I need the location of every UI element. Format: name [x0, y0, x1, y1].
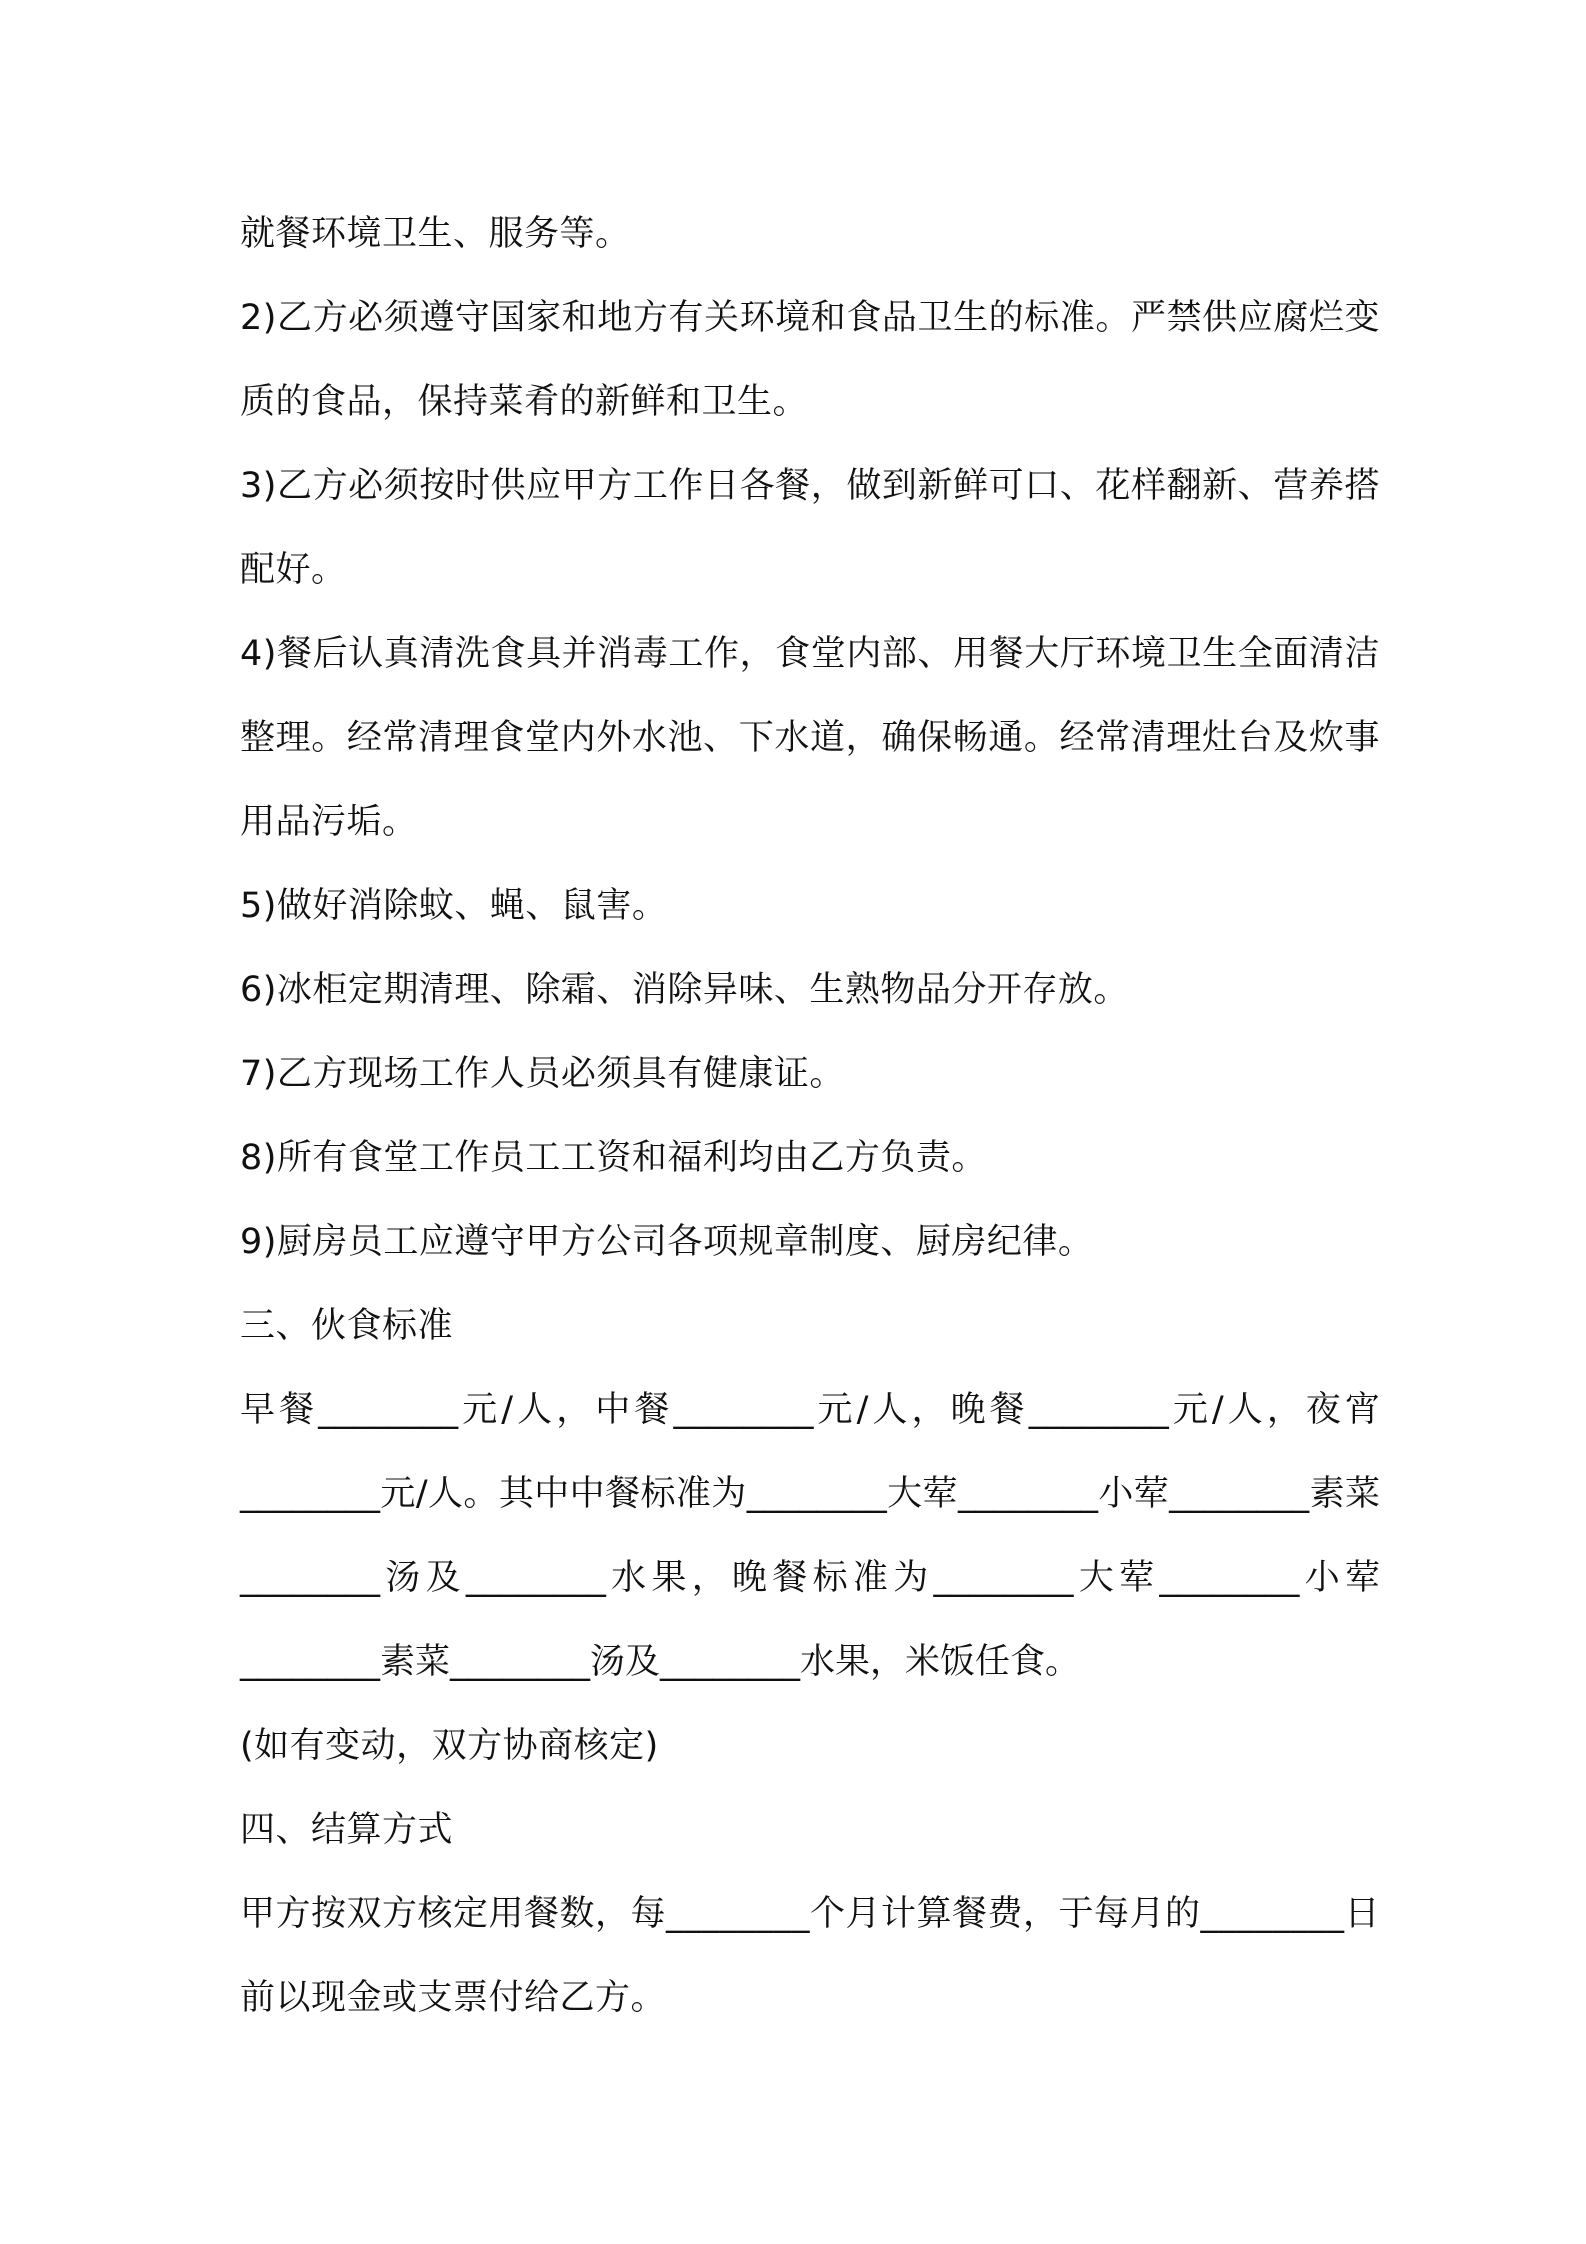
section-heading-settlement: 四、结算方式 [240, 1810, 454, 1850]
paragraph-clause-2: 2)乙方必须遵守国家和地方有关环境和食品卫生的标准。严禁供应腐烂变质的食品，保持菜肴的新鲜和卫生。 [240, 298, 1380, 422]
paragraph-negotiation-note: (如有变动，双方协商核定) [240, 1726, 659, 1766]
section-heading-meal-standard: 三、伙食标准 [240, 1306, 454, 1346]
paragraph-meal-standard: 早餐________元/人，中餐________元/人，晚餐________元/人，夜宵________元/人。其中中餐标准为________大荤________小荤________素菜________汤及________水果，晚餐标准为________大荤________小荤________素菜________汤及________水果，米饭任食。 [240, 1390, 1380, 1682]
paragraph-dining-environment: 就餐环境卫生、服务等。 [240, 214, 631, 254]
document-body [240, 192, 1380, 2040]
paragraph-clause-3: 3)乙方必须按时供应甲方工作日各餐，做到新鲜可口、花样翻新、营养搭配好。 [240, 466, 1380, 590]
paragraph-clause-4: 4)餐后认真清洗食具并消毒工作，食堂内部、用餐大厅环境卫生全面清洁整理。经常清理食堂内外水池、下水道，确保畅通。经常清理灶台及炊事用品污垢。 [240, 634, 1380, 842]
paragraph-clause-7: 7)乙方现场工作人员必须具有健康证。 [240, 1054, 845, 1094]
paragraph-clause-6: 6)冰柜定期清理、除霜、消除异味、生熟物品分开存放。 [240, 970, 1129, 1010]
paragraph-clause-9: 9)厨房员工应遵守甲方公司各项规章制度、厨房纪律。 [240, 1222, 1094, 1262]
paragraph-settlement: 甲方按双方核定用餐数，每________个月计算餐费，于每月的________日前以现金或支票付给乙方。 [240, 1894, 1381, 2018]
paragraph-clause-8: 8)所有食堂工作员工工资和福利均由乙方负责。 [240, 1138, 987, 1178]
paragraph-clause-5: 5)做好消除蚊、蝇、鼠害。 [240, 886, 668, 926]
